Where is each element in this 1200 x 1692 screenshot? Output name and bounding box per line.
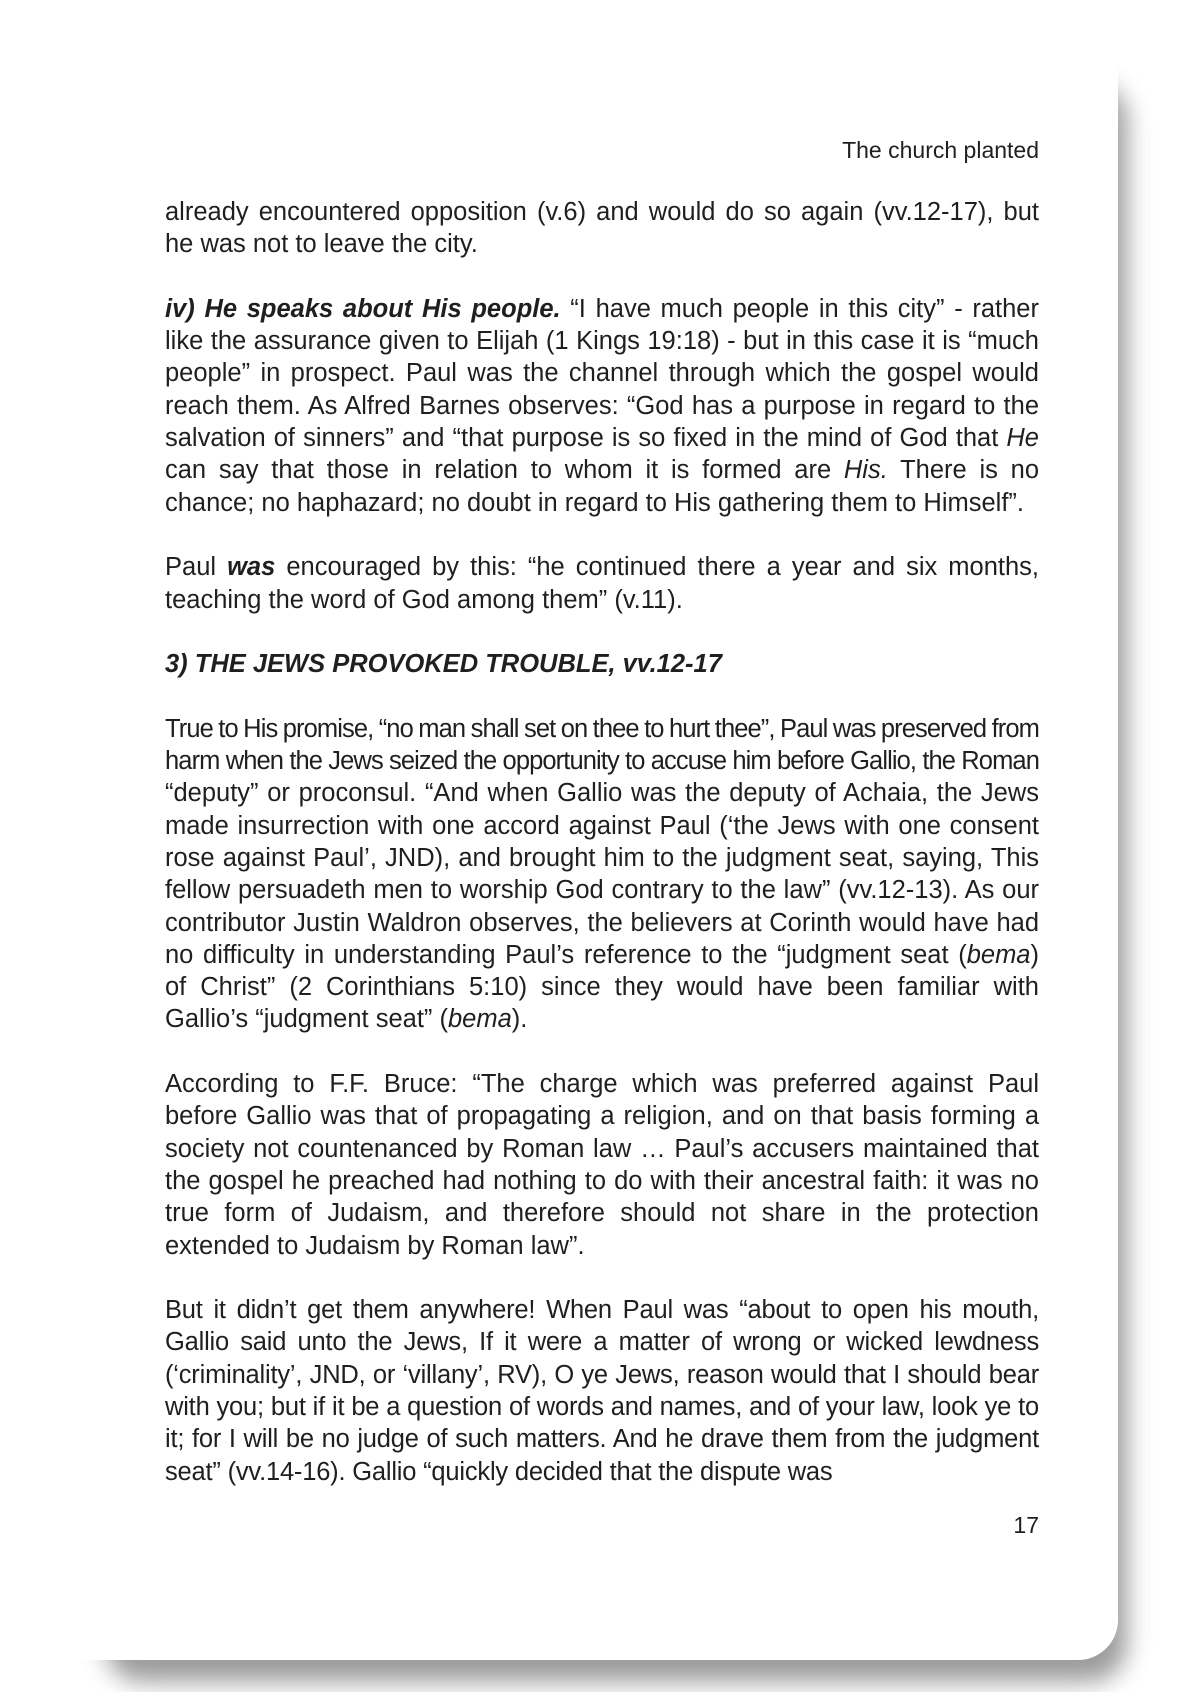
paragraph-4-text-3: ). [511,1005,528,1034]
paragraph-4-text-2: ) of Christ” (2 Corinthians 5:10) since they would have been familiar with Gallio’s “judgment seat” ( [165,940,1039,1034]
paragraph-6 [165,1294,1039,1488]
page-body [165,196,1039,1520]
paragraph-2-text-3: There is no chance; no haphazard; no doubt in regard to His gathering them to Himself”. [165,456,1039,517]
term-bema-2: bema [447,1005,512,1034]
paragraph-5 [165,1068,1039,1262]
emphasis-was: was [227,553,276,582]
paragraph-1 [165,196,1039,261]
paragraph-3-text-2: encouraged by this: “he continued there a year and six months, teaching the word of God among them” (v.11). [165,553,1039,614]
paragraph-2-text-2: can say that those in relation to whom it is formed are [165,456,844,485]
paragraph-1-text: already encountered opposition (v.6) and would do so again (vv.12-17), but he was not to leave the city. [165,198,1039,259]
paragraph-6-text: But it didn’t get them anywhere! When Paul was “about to open his mouth, Gallio said unto the Jews, If it were a matter of wrong or wicked lewdness (‘criminality’, JND, or ‘villany’, RV), O ye Jews, reason would that I should bear with you; but if it be a question of words and names, and of your law, look ye to it; for I will be no judge of such matters. And he drave them from the judgment seat” (vv.14-16). Gallio “quickly decided that the dispute was [165,1296,1039,1486]
term-bema-1: bema [966,940,1031,969]
paragraph-4-line-1: True to His promise, “no man shall set on thee to hurt thee”, Paul was preserved from [165,714,1039,743]
section-heading: 3) THE JEWS PROVOKED TROUBLE, vv.12-17 [165,650,722,679]
paragraph-3-text-1: Paul [165,553,228,582]
page-number: 17 [1013,1512,1039,1538]
paragraph-2-text-1: “I have much people in this city” - rather like the assurance given to Elijah (1 Kings 19:18) - but in this case it is “much people” in prospect. Paul was the channel through which the gospel would reach them. As Alfred Barnes observes: “God has a purpose in regard to the salvation of sinners” and “that purpose is so fixed in the mind of God that [165,294,1039,453]
emphasis-his: His. [843,456,888,485]
paragraph-4-text-1: “deputy” or proconsul. “And when Gallio was the deputy of Achaia, the Jews made insurrection with one accord against Paul (‘the Jews with one consent rose against Paul’, JND), and brought him to the judgment seat, saying, This fellow persuadeth men to worship God contrary to the law” (vv.12-13). As our contributor Justin Waldron observes, the believers at Corinth would have had no difficulty in understanding Paul’s reference to the “judgment seat ( [165,779,1039,969]
running-header: The church planted [842,137,1039,163]
emphasis-he: He [1006,424,1039,453]
point-heading: iv) He speaks about His people. [165,294,561,323]
paragraph-2 [165,293,1039,519]
paragraph-3 [165,551,1039,616]
paragraph-4 [165,713,1039,1036]
paragraph-5-text: According to F.F. Bruce: “The charge which was preferred against Paul before Gallio was that of propagating a religion, and on that basis forming a society not countenanced by Roman law … Paul’s accusers maintained that the gospel he preached had nothing to do with their ancestral faith: it was no true form of Judaism, and therefore should not share in the protection extended to Judaism by Roman law”. [165,1070,1039,1260]
paragraph-4-line-2: harm when the Jews seized the opportunity to accuse him before Gallio, the Roman [165,747,1039,776]
